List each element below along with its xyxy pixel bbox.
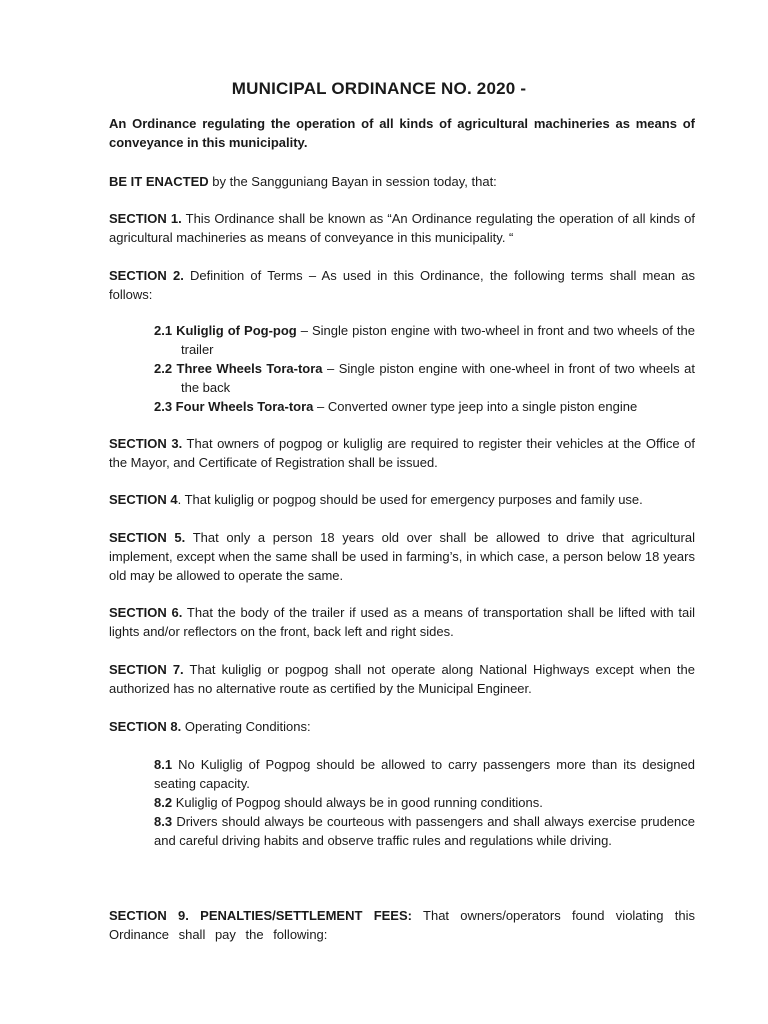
section-text: Definition of Terms – As used in this Ordinance, the following terms shall mean as follows: — [109, 268, 695, 302]
definition-text: – Converted owner type jeep into a single piston engine — [313, 399, 638, 414]
condition-number: 8.3 — [154, 814, 173, 829]
condition-text: Kuliglig of Pogpog should always be in good running conditions. — [172, 795, 543, 810]
definition-term: 2.3 Four Wheels Tora-tora — [154, 399, 314, 414]
section-8 — [109, 717, 695, 736]
section-heading: SECTION 1. — [109, 211, 182, 226]
definition-text: – Single piston engine with two-wheel in front and two wheels of the trailer — [181, 323, 695, 357]
section-text: This Ordinance shall be known as “An Ordinance regulating the operation of all kinds of agricultural machineries as means of conveyance in this municipality. “ — [109, 211, 695, 245]
definition-item — [154, 321, 695, 359]
preamble: An Ordinance regulating the operation of all kinds of agricultural machineries as means of conveyance in this municipality. — [109, 116, 695, 150]
enacting-clause-text: by the Sangguniang Bayan in session today, that: — [208, 174, 497, 189]
section-3 — [109, 434, 695, 472]
ordinance-title: MUNICIPAL ORDINANCE NO. 2020 - — [231, 79, 527, 98]
section-text: That kuliglig or pogpog shall not operate along National Highways except when the authorized has no alternative route as certified by the Municipal Engineer. — [109, 662, 695, 696]
section-text: That owners of pogpog or kuliglig are required to register their vehicles at the Office of the Mayor, and Certificate of Registration shall be issued. — [109, 436, 695, 470]
definition-term: 2.1 Kuliglig of Pog-pog — [154, 323, 297, 338]
section-text: That only a person 18 years old over shall be allowed to drive that agricultural implement, except when the same shall be used in farming’s, in which case, a person below 18 years old may be allowed to operate the same. — [109, 530, 695, 583]
section-heading: SECTION 7. — [109, 662, 184, 677]
section-6 — [109, 603, 695, 641]
section-text: . That kuliglig or pogpog should be used for emergency purposes and family use. — [177, 492, 643, 507]
condition-number: 8.2 — [154, 795, 173, 810]
section-text: That the body of the trailer if used as a means of transportation shall be lifted with tail lights and/or reflectors on the front, back left and right sides. — [109, 605, 695, 639]
condition-text: No Kuliglig of Pogpog should be allowed to carry passengers more than its designed seating capacity. — [154, 757, 695, 791]
section-2 — [109, 266, 695, 304]
condition-item — [154, 812, 695, 850]
definition-item — [154, 397, 695, 416]
section-text: That owners/operators found violating this Ordinance shall pay the following: — [109, 908, 695, 942]
enacting-clause-lead: BE IT ENACTED — [109, 174, 209, 189]
section-2-definitions — [154, 321, 695, 416]
enacting-clause — [109, 172, 695, 191]
section-4 — [109, 490, 695, 509]
section-7 — [109, 660, 695, 698]
section-heading: SECTION 2. — [109, 268, 184, 283]
definition-term: 2.2 Three Wheels Tora-tora — [154, 361, 323, 376]
section-5 — [109, 528, 695, 585]
condition-number: 8.1 — [154, 757, 173, 772]
section-heading: SECTION 4 — [109, 492, 178, 507]
definition-text: – Single piston engine with one-wheel in front of two wheels at the back — [181, 361, 695, 395]
section-9 — [109, 906, 695, 944]
section-heading: SECTION 3. — [109, 436, 183, 451]
document-page — [109, 0, 695, 1024]
section-heading: SECTION 5. — [109, 530, 186, 545]
condition-item — [154, 793, 695, 812]
section-1 — [109, 209, 695, 247]
definition-item — [154, 359, 695, 397]
section-heading: SECTION 9. PENALTIES/SETTLEMENT FEES: — [109, 908, 412, 923]
condition-text: Drivers should always be courteous with passengers and shall always exercise prudence and careful driving habits and observe traffic rules and regulations while driving. — [154, 814, 695, 848]
section-heading: SECTION 6. — [109, 605, 183, 620]
section-8-conditions — [154, 755, 695, 850]
section-heading: SECTION 8. — [109, 719, 182, 734]
section-text: Operating Conditions: — [181, 719, 311, 734]
condition-item — [154, 755, 695, 793]
